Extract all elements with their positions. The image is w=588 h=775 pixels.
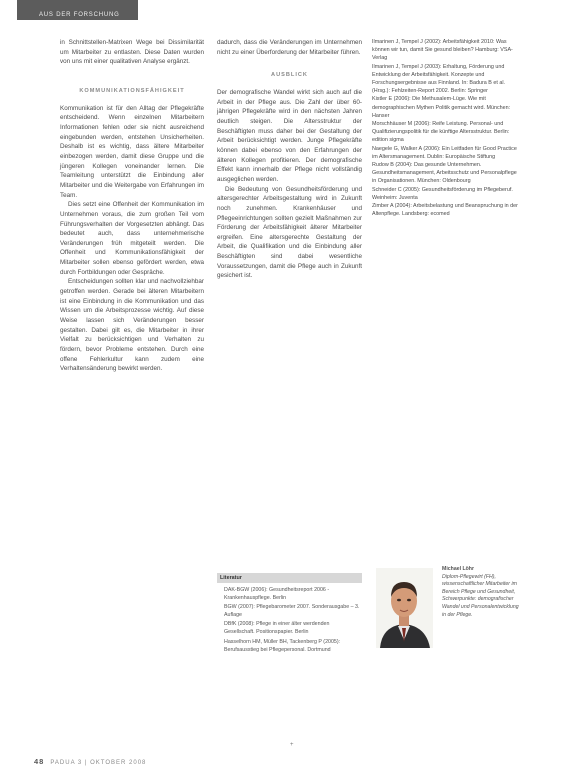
journal-issue: PADUA 3 | OKTOBER 2008 [50, 760, 147, 766]
page-number: 48 [34, 757, 45, 766]
literature-item: DAK-BGW (2006): Gesundheitsreport 2006 - Krankenhauspflege. Berlin [224, 587, 330, 602]
article-column-2 [217, 38, 362, 281]
literature-item: DBfK (2008): Pflege in einer älter werdenden Gesellschaft. Positionspapier. Berlin [224, 621, 330, 636]
literature-list [217, 583, 362, 654]
reference-item: Ilmarinen J, Tempel J (2003): Erhaltung, Förderung und Entwicklung der Arbeitsfähigkeit. Konzepte und Forschungsergebnisse aus Finnland. In: Badura B et al. (Hrsg.): Fehlzeiten-Report 2002. Berlin: Springer [372, 63, 506, 95]
literature-box [217, 573, 362, 739]
reference-item: Morschhäuser M (2006): Reife Leistung. Personal- und Qualifizierungspolitik für die künftige Altersstruktur. Berlin: edition sigma [372, 121, 510, 144]
author-bio [442, 566, 524, 619]
literature-item: BGW (2007): Pflegebarometer 2007. Sonderausgabe – 3. Auflage [224, 604, 360, 619]
reference-column [372, 38, 518, 218]
reference-item: Schneider C (2005): Gesundheitsförderung im Pflegeberuf. Weinheim: Juventa [372, 186, 513, 201]
section-heading: KOMMUNIKATIONSFÄHIGKEIT [79, 87, 185, 94]
page-footer [34, 757, 146, 766]
section-tab: AUS DER FORSCHUNG [17, 0, 138, 20]
literature-item: Hasselhorn HM, Müller BH, Tackenberg P (2005): Berufsausstieg bei Pflegepersonal. Dortmund [224, 638, 341, 653]
paragraph: Die Bedeutung von Gesundheitsförderung und altersgerechter Arbeitsgestaltung wird in Zukunft noch zunehmen. Krankenhäuser und Pflegeeinrichtungen sollten gezielt Maßnahmen zur Förderung der Arbeitsfähigkeit älterer Mitarbeiter ergreifen. Eine altersgerechte Gestaltung der Arbeit, die Qualifikation und die Einbindung aller Beschäftigten sind dabei wesentliche Voraussetzungen, damit die Pflege auch in Zukunft gesichert ist. [217, 185, 362, 280]
paragraph: Entscheidungen sollten klar und nachvollziehbar getroffen werden. Gerade bei älteren Mitarbeitern ist eine Einbindung in die Kommunikation und das Wissen um die Arbeitsprozesse wichtig. Auf diese Weise lassen sich Veränderungen besser gestalten. Dabei gilt es, die Mitarbeiter in ihrer Vielfalt zu berücksichtigen und Verhalten zu fördern, bevor Probleme entstehen. Durch eine offene Fehlerkultur kann zudem eine Verhaltensänderung bewirkt werden. [60, 278, 204, 373]
paragraph: in Schnittstellen-Matrixen Wege bei Dissimilarität um Mitarbeiter zu entlasten. Diese Daten wurden von uns mit einer qualitativen Analyse ergänzt. [60, 39, 204, 66]
section-heading: AUSBLICK [271, 72, 308, 79]
reference-item: Naegele G, Walker A (2006): Ein Leitfaden für Good Practice im Altersmanagement. Dublin: Europäische Stiftung [372, 145, 517, 160]
literature-title: Literatur [217, 573, 362, 583]
reference-item: Kistler E (2006): Die Methusalem-Lüge. Wie mit demographischen Mythen Politik gemacht wird. München: Hanser [372, 96, 511, 119]
reference-item: Ilmarinen J, Tempel J (2002): Arbeitsfähigkeit 2010: Was können wir tun, damit Sie gesund bleiben? Hamburg: VSA-Verlag [372, 39, 513, 62]
reference-item: Rudow B (2004): Das gesunde Unternehmen. Gesundheitsmanagement, Arbeitsschutz und Personalpflege in Organisationen. München: Oldenbourg [372, 162, 517, 185]
paragraph: dadurch, dass die Veränderungen im Unternehmen nicht zu einer Überforderung der Mitarbeiter führen. [217, 39, 362, 56]
paragraph: Dies setzt eine Offenheit der Kommunikation im Unternehmen voraus, die zum großen Teil vom Führungsverhalten der Vorgesetzten abhängt. Das bedeutet auch, dass unternehmerische Veränderungen früh mitgeteilt werden. Die Offenheit und Kommunikationsfähigkeit der Mitarbeiter sollen ebenso gefördert werden, etwa durch Fortbildungen oder Gespräche. [60, 201, 204, 276]
author-description: Diplom-Pflegewirt (FH), wissenschaftlicher Mitarbeiter im Bereich Pflege und Gesundheit, Schwerpunkte: demografischer Wandel und Personalentwicklung in der Pflege. [442, 573, 519, 618]
paragraph: Kommunikation ist für den Alltag der Pflegekräfte entscheidend. Wenn einzelnen Mitarbeitern Informationen fehlen oder sie nicht ausreichend eingebunden werden, entstehen Unsicherheiten. Deshalb ist es wichtig, dass ältere Mitarbeiter einbezogen werden, damit diese Gruppe und die jüngeren Kollegen voneinander lernen. Die Teamleitung unterstützt die Einbindung aller Mitarbeiter und die Weitergabe von Erfahrungen im Team. [60, 104, 204, 199]
article-column-1 [60, 38, 204, 374]
paragraph: Der demografische Wandel wirkt sich auch auf die Arbeit in der Pflege aus. Die Zahl der über 60-jährigen Pflegekräfte wird in den nächsten Jahren deutlich steigen. Die Altersstruktur der Beschäftigten muss daher bei der Gestaltung der Arbeit berücksichtigt werden. Junge Pflegekräfte können dabei ebenso von den Erfahrungen der älteren Kollegen profitieren. Der demografische Effekt kann innerhalb der Pflege nicht vollständig ausgeglichen werden. [217, 88, 362, 183]
author-name: Michael Löhr [442, 566, 474, 572]
reference-item: Zimber A (2004): Arbeitsbelastung und Beanspruchung in der Altenpflege. Landsberg: ecomed [372, 203, 518, 218]
page-marker: + [290, 742, 294, 748]
author-photo [376, 568, 433, 648]
